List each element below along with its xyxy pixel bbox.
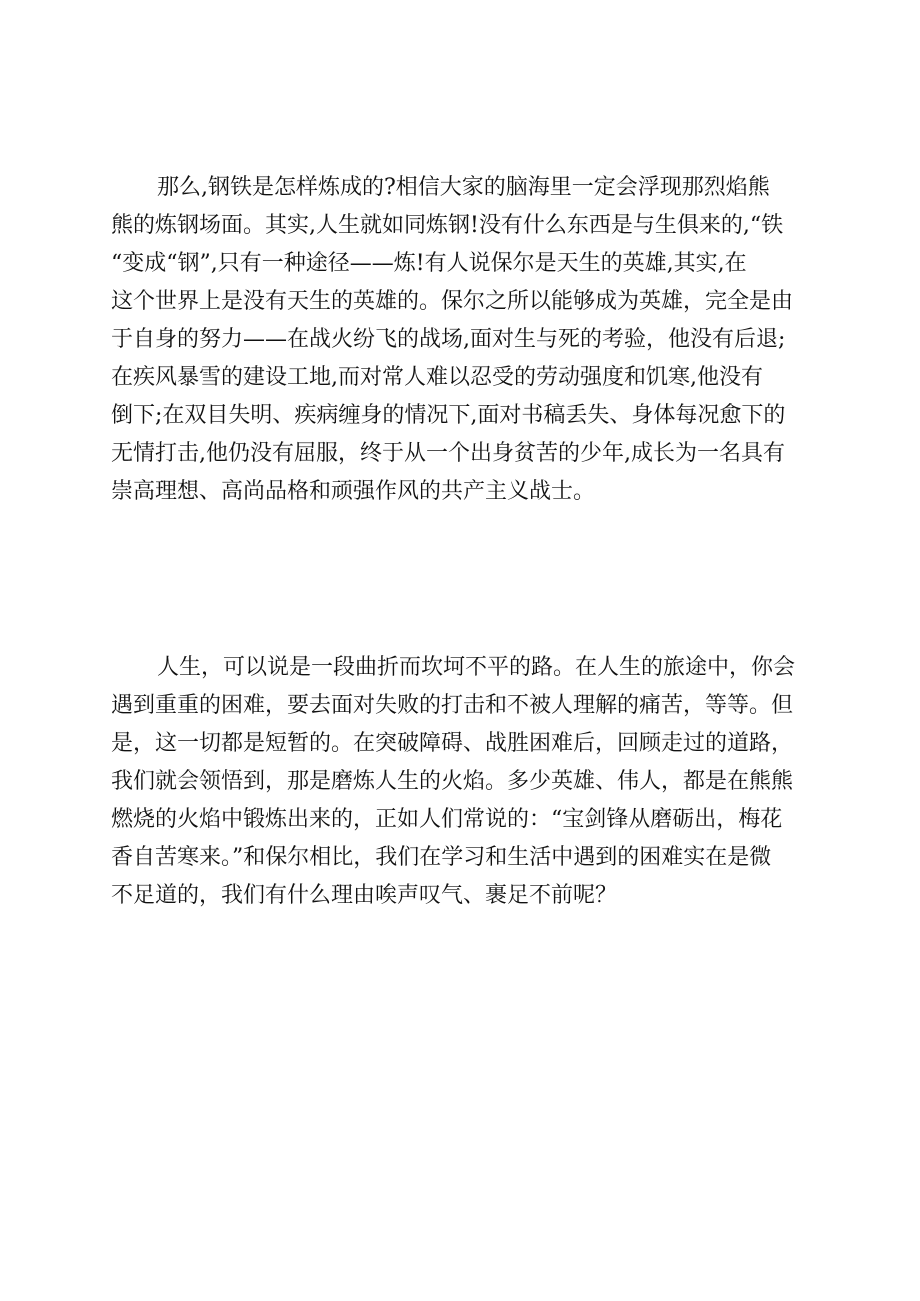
- text-line: [0, 325, 920, 355]
- text-line: [0, 729, 920, 759]
- text-line: [0, 653, 920, 683]
- text-line-content: 无情打击,他仍没有屈服，终于从一个出身贫苦的少年,成长为一名具有: [111, 441, 785, 466]
- text-line: [0, 477, 920, 507]
- text-line-content: 遇到重重的困难，要去面对失败的打击和不被人理解的痛苦，等等。但: [111, 693, 794, 718]
- text-line-content: 崇高理想、高尚品格和顽强作风的共产主义战士。: [111, 479, 596, 504]
- text-line: [0, 691, 920, 721]
- text-line-content: 倒下;在双目失明、疾病缠身的情况下,面对书稿丢失、身体每况愈下的: [111, 403, 786, 428]
- text-line-content: 我们就会领悟到，那是磨炼人生的火焰。多少英雄、伟人，都是在熊熊: [111, 769, 794, 794]
- text-line-content: 香自苦寒来。”和保尔相比，我们在学习和生活中遇到的困难实在是微: [111, 845, 772, 870]
- text-line: [0, 401, 920, 431]
- text-line-content: 于自身的努力——在战火纷飞的战场,面对生与死的考验，他没有后退;: [111, 327, 786, 352]
- text-line-content: 燃烧的火焰中锻炼出来的，正如人们常说的：“宝剑锋从磨砺出，梅花: [111, 807, 783, 832]
- text-line: [0, 287, 920, 317]
- text-line: [0, 173, 920, 203]
- text-line-content: “变成“钢”,只有一种途径——炼!有人说保尔是天生的英雄,其实,在: [111, 251, 747, 276]
- text-line-content: 不足道的，我们有什么理由唉声叹气、裹足不前呢？: [111, 883, 618, 908]
- text-line-content: 是，这一切都是短暂的。在突破障碍、战胜困难后，回顾走过的道路，: [111, 731, 794, 756]
- text-line: [0, 805, 920, 835]
- text-line: [0, 249, 920, 279]
- text-line-content: 人生，可以说是一段曲折而坎坷不平的路。在人生的旅途中，你会: [157, 655, 796, 680]
- text-line: [0, 881, 920, 911]
- text-line-content: 在疾风暴雪的建设工地,而对常人难以忍受的劳动强度和饥寒,他没有: [111, 365, 763, 390]
- text-line: [0, 211, 920, 241]
- text-line-content: 熊的炼钢场面。其实,人生就如同炼钢!没有什么东西是与生俱来的,“铁: [111, 213, 784, 238]
- text-line: [0, 363, 920, 393]
- text-line: [0, 843, 920, 873]
- text-line: [0, 767, 920, 797]
- text-line: [0, 439, 920, 469]
- text-line-content: 这个世界上是没有天生的英雄的。保尔之所以能够成为英雄，完全是由: [111, 289, 794, 314]
- text-line-content: 那么,钢铁是怎样炼成的?相信大家的脑海里一定会浮现那烈焰熊: [157, 175, 770, 200]
